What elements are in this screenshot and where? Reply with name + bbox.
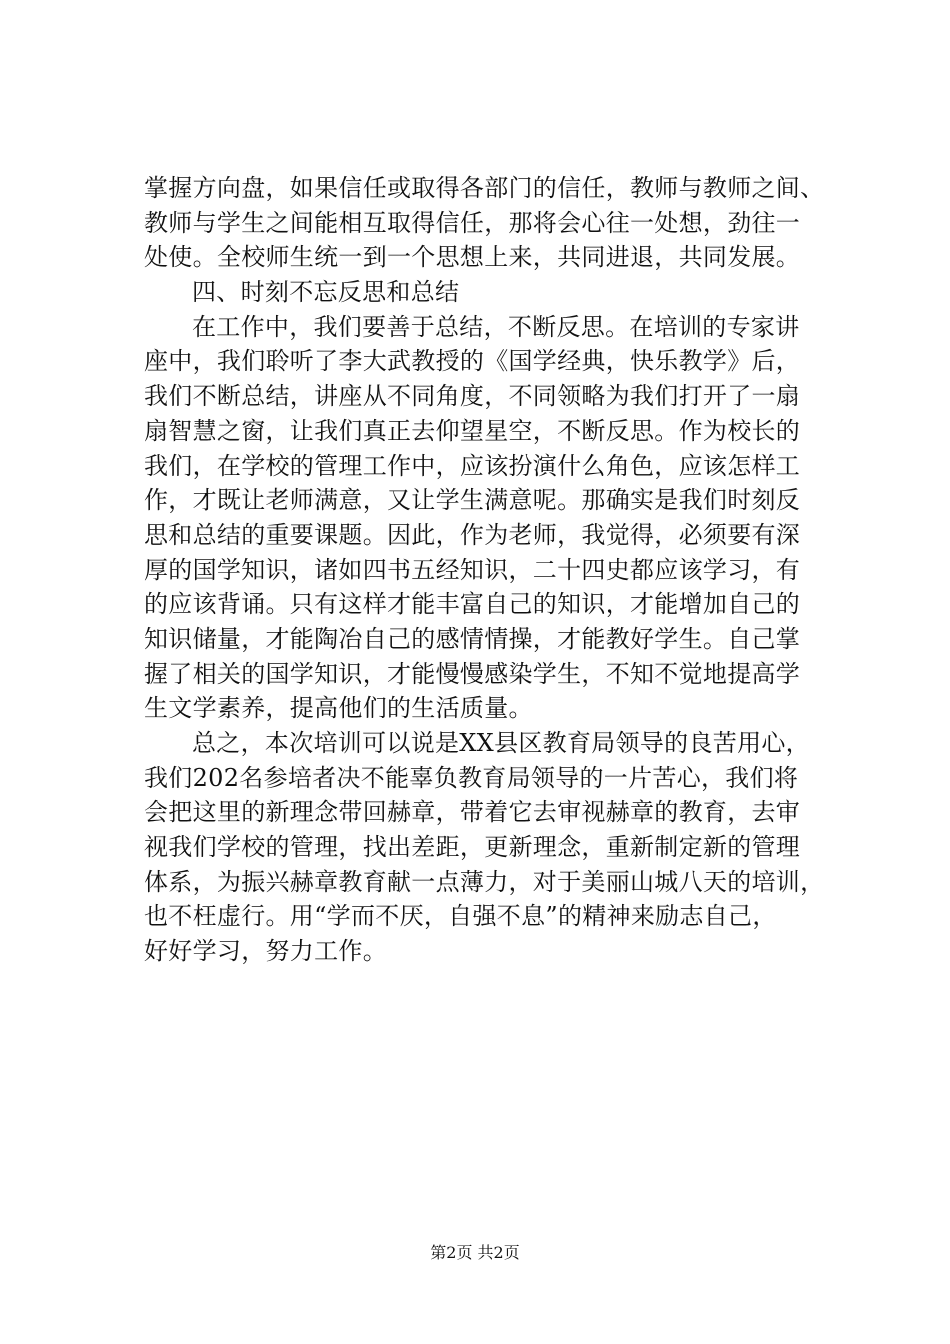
text-line: 思和总结的重要课题。因此，作为老师，我觉得，必须要有深 bbox=[144, 520, 801, 549]
text-line: 掌握方向盘，如果信任或取得各部门的信任，教师与教师之间、 bbox=[144, 174, 825, 202]
document-body bbox=[144, 171, 824, 969]
text-line: 好好学习，努力工作。 bbox=[144, 937, 387, 966]
text-line: 扇智慧之窗，让我们真正去仰望星空，不断反思。作为校长的 bbox=[144, 416, 801, 445]
text-line: 座中，我们聆听了李大武教授的《国学经典，快乐教学》后， bbox=[144, 347, 801, 376]
text-line: 作，才既让老师满意，又让学生满意呢。那确实是我们时刻反 bbox=[144, 486, 801, 515]
text-line: 我们，在学校的管理工作中，应该扮演什么角色，应该怎样工 bbox=[144, 451, 801, 480]
text-line: 生文学素养，提高他们的生活质量。 bbox=[144, 694, 533, 723]
paragraph-start-line: 四、时刻不忘反思和总结 bbox=[192, 278, 460, 307]
text-line: 会把这里的新理念带回赫章，带着它去审视赫章的教育，去审 bbox=[144, 798, 801, 827]
text-line: 也不枉虚行。用“学而不厌，自强不息”的精神来励志自己， bbox=[144, 902, 777, 931]
text-line: 我们不断总结，讲座从不同角度，不同领略为我们打开了一扇 bbox=[144, 382, 801, 411]
text-line: 握了相关的国学知识，才能慢慢感染学生，不知不觉地提高学 bbox=[144, 659, 801, 688]
text-line: 教师与学生之间能相互取得信任，那将会心往一处想，劲往一 bbox=[144, 208, 801, 237]
text-line: 我们202名参培者决不能辜负教育局领导的一片苦心，我们将 bbox=[144, 763, 799, 792]
text-line: 的应该背诵。只有这样才能丰富自己的知识，才能增加自己的 bbox=[144, 590, 801, 619]
text-line: 厚的国学知识，诸如四书五经知识，二十四史都应该学习，有 bbox=[144, 555, 801, 584]
text-line: 视我们学校的管理，找出差距，更新理念，重新制定新的管理 bbox=[144, 833, 801, 862]
paragraph-start-line: 总之，本次培训可以说是XX县区教育局领导的良苦用心， bbox=[192, 729, 810, 757]
text-line: 知识储量，才能陶冶自己的感情情操，才能教好学生。自己掌 bbox=[144, 624, 801, 653]
text-line: 体系，为振兴赫章教育献一点薄力，对于美丽山城八天的培训， bbox=[144, 867, 825, 896]
paragraph-start-line: 在工作中，我们要善于总结，不断反思。在培训的专家讲 bbox=[192, 312, 800, 341]
page-footer: 第2页 共2页 bbox=[430, 1243, 520, 1262]
text-line: 处使。全校师生统一到一个思想上来，共同进退，共同发展。 bbox=[144, 243, 801, 272]
